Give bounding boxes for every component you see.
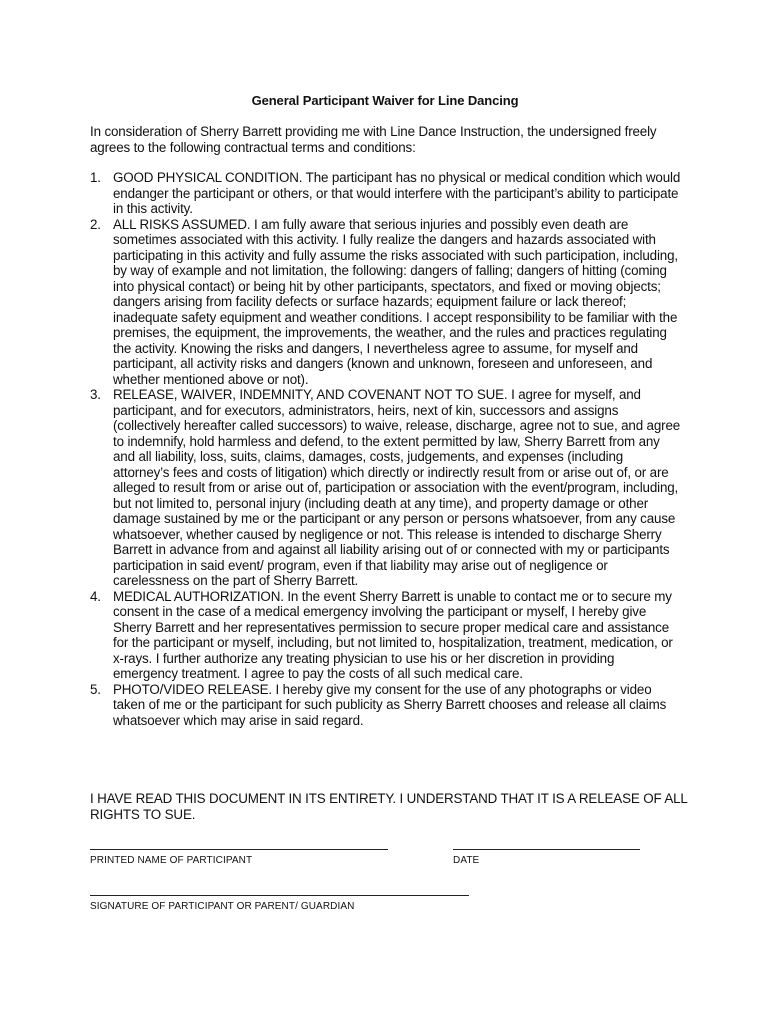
- acknowledgement-statement: I HAVE READ THIS DOCUMENT IN ITS ENTIRETY. I UNDERSTAND THAT IT IS A RELEASE OF ALL RIGHTS TO SUE.: [90, 791, 688, 822]
- date-label: DATE: [453, 855, 480, 866]
- term-item: [90, 589, 682, 682]
- term-text: ALL RISKS ASSUMED. I am fully aware that serious injuries and possibly even death are sometimes associated with this activity. I fully realize the dangers and hazards associated with participating in this activity and fully assume the risks associated with such participation, including, by way of example and not limitation, the following: dangers of falling; dangers of hitting (coming into physical contact) or being hit by other participants, spectators, and fixed or moving objects; dangers arising from facility defects or surface hazards; equipment failure or lack thereof; inadequate safety equipment and weather conditions. I accept responsibility to be familiar with the premises, the equipment, the improvements, the weather, and the rules and practices regulating the activity. Knowing the risks and dangers, I nevertheless agree to assume, for myself and participant, all activity risks and dangers (known and unknown, foreseen and unforeseen, and whether mentioned above or not).: [113, 216, 678, 387]
- document-title: General Participant Waiver for Line Dancing: [251, 93, 519, 108]
- term-number: 1.: [90, 170, 101, 185]
- term-text: MEDICAL AUTHORIZATION. In the event Sherry Barrett is unable to contact me or to secure my consent in the case of a medical emergency involving the participant or myself, I hereby give Sherry Barrett and her representatives permission to secure proper medical care and assistance for the participant or myself, including, but not limited to, hospitalization, treatment, medication, or x-rays. I further authorize any treating physician to use his or her discretion in providing emergency treatment. I agree to pay the costs of all such medical care.: [113, 588, 673, 681]
- term-item: [90, 217, 682, 388]
- terms-list: [90, 170, 682, 728]
- term-text: RELEASE, WAIVER, INDEMNITY, AND COVENANT NOT TO SUE. I agree for myself, and participant, and for executors, administrators, heirs, next of kin, successors and assigns (collectively hereafter called successors) to waive, release, discharge, agree not to sue, and agree to indemnify, hold harmless and defend, to the extent permitted by law, Sherry Barrett from any and all liability, loss, suits, claims, damages, costs, judgements, and expenses (including attorney’s fees and costs of litigation) which directly or indirectly result from or arise out of, or are alleged to result from or arise out of, participation or association with the event/program, including, but not limited to, personal injury (including death at any time), and property damage or other damage sustained by me or the participant or any person or persons whatsoever, from any cause whatsoever, whether caused by negligence or not. This release is intended to discharge Sherry Barrett in advance from and against all liability arising out of or connected with my or participants participation in said event/ program, even if that liability may arise out of negligence or carelessness on the part of Sherry Barrett.: [113, 387, 681, 588]
- signature-line[interactable]: [90, 895, 469, 896]
- term-number: 4.: [90, 588, 101, 604]
- intro-paragraph: In consideration of Sherry Barrett providing me with Line Dance Instruction, the undersigned freely agrees to the following contractual terms and conditions:: [90, 124, 657, 155]
- printed-name-line[interactable]: [90, 849, 388, 850]
- term-item: [90, 170, 682, 217]
- term-number: 5.: [90, 681, 101, 697]
- printed-name-label: PRINTED NAME OF PARTICIPANT: [90, 855, 253, 866]
- signature-label: SIGNATURE OF PARTICIPANT OR PARENT/ GUARDIAN: [90, 901, 355, 912]
- term-item: [90, 387, 682, 589]
- term-text: GOOD PHYSICAL CONDITION. The participant has no physical or medical condition which would endanger the participant or others, or that would interfere with the participant’s ability to participate in this activity.: [113, 170, 681, 216]
- date-line[interactable]: [453, 849, 640, 850]
- term-number: 2.: [90, 216, 101, 232]
- term-number: 3.: [90, 387, 101, 402]
- term-text: PHOTO/VIDEO RELEASE. I hereby give my consent for the use of any photographs or video taken of me or the participant for such publicity as Sherry Barrett chooses and release all claims whatsoever which may arise in said regard.: [113, 681, 667, 728]
- term-item: [90, 682, 682, 729]
